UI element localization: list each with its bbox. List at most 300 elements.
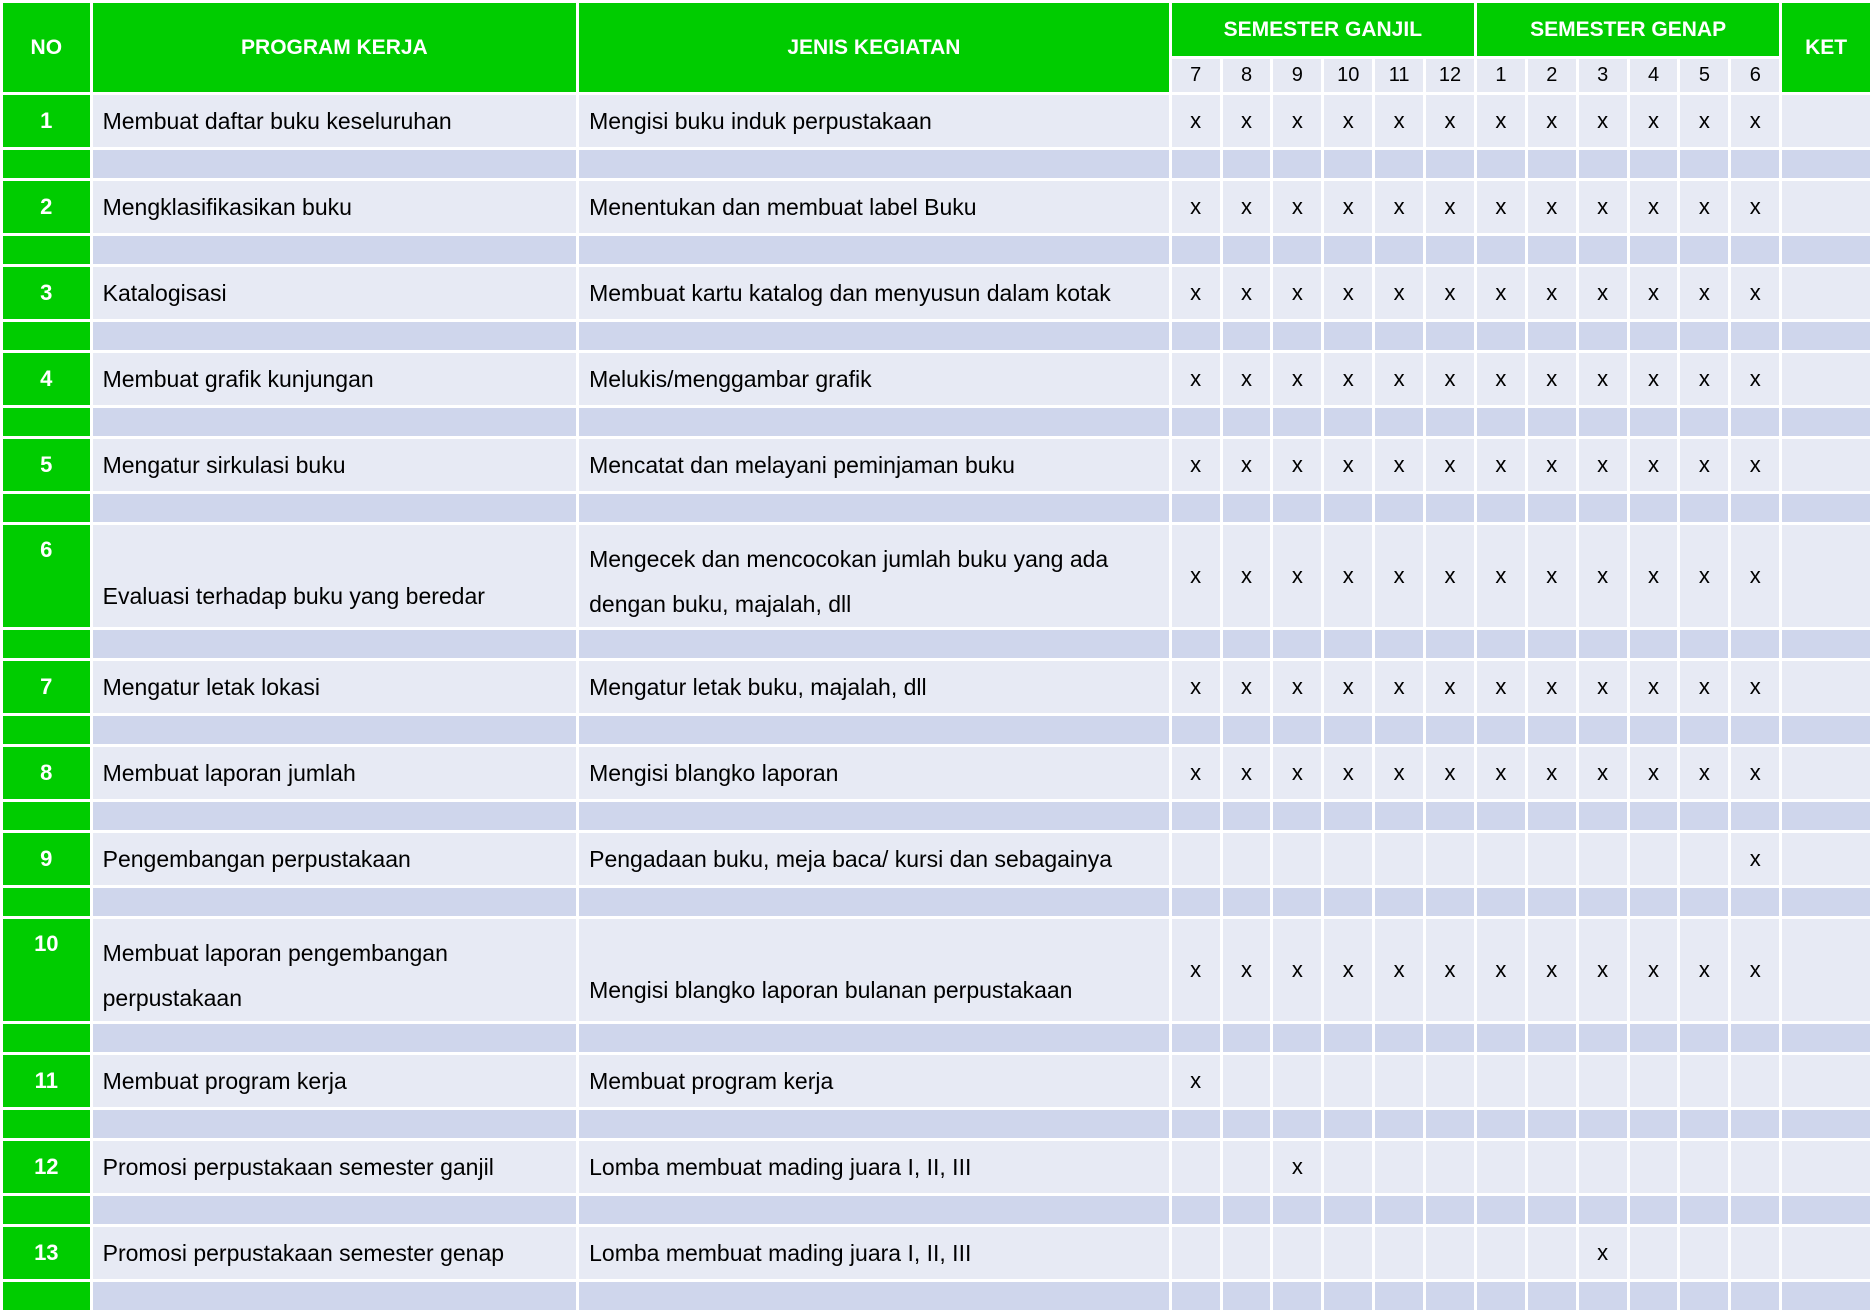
spacer-cell [1577,887,1628,918]
spacer-cell [1679,1195,1730,1226]
schedule-mark: x [1323,660,1374,715]
schedule-mark: x [1170,94,1221,149]
header-program-kerja: PROGRAM KERJA [91,2,578,94]
spacer-cell [578,235,1171,266]
spacer-cell [1679,1109,1730,1140]
jenis-kegiatan-cell [578,94,1171,149]
schedule-mark: x [1628,746,1679,801]
spacer-cell [1526,1195,1577,1226]
spacer-cell [1170,407,1221,438]
spacer-cell [91,493,578,524]
header-month: 10 [1323,58,1374,94]
spacer-cell [1679,493,1730,524]
spacer-cell [1679,321,1730,352]
spacer-cell [1679,887,1730,918]
spacer-cell [1323,1023,1374,1054]
spacer-cell [1374,493,1425,524]
spacer-cell [1323,149,1374,180]
table-row [2,438,1872,493]
schedule-mark: x [1425,180,1476,235]
spacer-cell [1475,1109,1526,1140]
header-month: 6 [1730,58,1781,94]
spacer-cell [1628,407,1679,438]
header-month: 7 [1170,58,1221,94]
schedule-mark: x [1526,918,1577,1023]
schedule-mark: x [1730,918,1781,1023]
schedule-mark: x [1475,918,1526,1023]
jenis-line: Melukis/menggambar grafik [589,365,872,392]
schedule-mark: x [1221,918,1272,1023]
spacer-cell [1730,801,1781,832]
spacer-cell [1679,407,1730,438]
schedule-mark: x [1323,352,1374,407]
spacer-cell [1272,493,1323,524]
schedule-mark: x [1170,438,1221,493]
schedule-mark: x [1475,352,1526,407]
spacer-cell [1425,493,1476,524]
program-kerja-cell [91,180,578,235]
program-kerja-cell [91,352,578,407]
spacer-cell [1475,1195,1526,1226]
spacer-cell [1526,149,1577,180]
schedule-mark [1526,1226,1577,1281]
ket-cell [1781,918,1872,1023]
spacer-cell [1730,321,1781,352]
schedule-mark: x [1272,266,1323,321]
spacer-cell [1374,715,1425,746]
schedule-mark: x [1526,180,1577,235]
schedule-mark [1170,1140,1221,1195]
spacer-cell [1526,801,1577,832]
spacer-cell [1577,1195,1628,1226]
spacer-number-cell [2,629,92,660]
spacer-cell [1170,629,1221,660]
header-semester-genap: SEMESTER GENAP [1475,2,1780,58]
spacer-cell [1577,1109,1628,1140]
schedule-mark: x [1526,352,1577,407]
schedule-mark: x [1475,660,1526,715]
spacer-cell [1425,1281,1476,1312]
program-kerja-cell [91,1140,578,1195]
spacer-cell [1475,149,1526,180]
spacer-cell [1475,1281,1526,1312]
spacer-cell [578,321,1171,352]
ket-cell [1781,438,1872,493]
spacer-cell [578,1023,1171,1054]
jenis-line: Mengisi blangko laporan bulanan perpustakaan [589,977,1073,1003]
spacer-cell [1323,629,1374,660]
spacer-number-cell [2,493,92,524]
schedule-mark: x [1221,180,1272,235]
header-month: 3 [1577,58,1628,94]
spacer-cell [1425,1023,1476,1054]
spacer-cell [1781,1109,1872,1140]
ket-cell [1781,660,1872,715]
spacer-cell [1425,715,1476,746]
table-row [2,1054,1872,1109]
schedule-mark: x [1272,180,1323,235]
spacer-cell [1781,1023,1872,1054]
schedule-mark: x [1272,94,1323,149]
schedule-mark: x [1730,266,1781,321]
schedule-mark: x [1679,180,1730,235]
spacer-cell [1679,149,1730,180]
schedule-mark [1170,1226,1221,1281]
jenis-line: Mengatur letak buku, majalah, dll [589,673,927,700]
program-line: Membuat laporan jumlah [102,759,356,786]
spacer-cell [1272,407,1323,438]
schedule-mark [1425,1140,1476,1195]
schedule-mark: x [1272,918,1323,1023]
jenis-kegiatan-cell [578,438,1171,493]
row-number: 3 [2,266,92,321]
schedule-mark [1628,1140,1679,1195]
schedule-mark: x [1628,352,1679,407]
spacer-cell [1374,629,1425,660]
schedule-mark [1170,832,1221,887]
spacer-cell [1781,1281,1872,1312]
spacer-number-cell [2,887,92,918]
header-ket: KET [1781,2,1872,94]
row-number: 7 [2,660,92,715]
spacer-cell [91,321,578,352]
schedule-mark [1475,1226,1526,1281]
schedule-mark: x [1577,660,1628,715]
schedule-mark: x [1730,438,1781,493]
table-row [2,746,1872,801]
header-month: 12 [1425,58,1476,94]
program-kerja-cell [91,746,578,801]
spacer-cell [1425,321,1476,352]
program-line: Mengatur letak lokasi [102,673,320,700]
schedule-mark: x [1577,266,1628,321]
schedule-mark: x [1577,180,1628,235]
schedule-mark: x [1323,524,1374,629]
schedule-mark: x [1475,438,1526,493]
spacer-cell [1781,149,1872,180]
spacer-cell [1475,321,1526,352]
spacer-cell [1272,321,1323,352]
schedule-mark [1374,1226,1425,1281]
schedule-mark: x [1679,94,1730,149]
table-row [2,832,1872,887]
spacer-cell [1323,887,1374,918]
spacer-cell [1730,149,1781,180]
schedule-mark [1323,1226,1374,1281]
spacer-cell [1526,1281,1577,1312]
jenis-line: Membuat program kerja [589,1067,834,1094]
spacer-cell [1221,715,1272,746]
schedule-mark: x [1425,746,1476,801]
spacer-cell [1628,801,1679,832]
spacer-cell [578,1281,1171,1312]
spacer-cell [1577,149,1628,180]
row-number: 8 [2,746,92,801]
spacer-cell [1221,1195,1272,1226]
spacer-cell [1730,1195,1781,1226]
program-kerja-cell [91,266,578,321]
ket-cell [1781,1140,1872,1195]
spacer-cell [91,235,578,266]
spacer-cell [1221,801,1272,832]
spacer-cell [1374,1195,1425,1226]
spacer-cell [1577,493,1628,524]
spacer-cell [1425,1109,1476,1140]
spacer-cell [1526,407,1577,438]
schedule-mark: x [1272,746,1323,801]
schedule-mark: x [1221,524,1272,629]
schedule-mark: x [1170,180,1221,235]
program-line: Membuat grafik kunjungan [102,365,374,392]
schedule-mark: x [1425,918,1476,1023]
schedule-mark: x [1679,918,1730,1023]
schedule-mark: x [1475,746,1526,801]
schedule-mark [1730,1140,1781,1195]
program-line: Membuat program kerja [102,1067,347,1094]
spacer-cell [1170,887,1221,918]
schedule-mark: x [1730,746,1781,801]
jenis-line: Membuat kartu katalog dan menyusun dalam kotak [589,279,1111,306]
spacer-cell [1730,629,1781,660]
spacer-cell [1628,1023,1679,1054]
spacer-cell [1323,1195,1374,1226]
spacer-cell [1730,715,1781,746]
spacer-cell [1425,801,1476,832]
schedule-mark: x [1628,660,1679,715]
jenis-line: Lomba membuat mading juara I, II, III [589,1239,972,1266]
jenis-kegiatan-cell [578,660,1171,715]
spacer-cell [1323,1281,1374,1312]
spacer-cell [1374,407,1425,438]
spacer-cell [1272,1195,1323,1226]
spacer-cell [1526,235,1577,266]
spacer-number-cell [2,1195,92,1226]
header-month: 11 [1374,58,1425,94]
spacer-cell [1170,1023,1221,1054]
table-row [2,1140,1872,1195]
schedule-mark: x [1526,660,1577,715]
schedule-mark: x [1679,746,1730,801]
spacer-cell [1170,1281,1221,1312]
program-kerja-cell [91,832,578,887]
schedule-mark: x [1374,524,1425,629]
jenis-kegiatan-cell [578,1140,1171,1195]
spacer-cell [1221,407,1272,438]
spacer-cell [1170,321,1221,352]
schedule-mark: x [1425,94,1476,149]
spacer-number-cell [2,407,92,438]
spacer-cell [1628,629,1679,660]
spacer-cell [1221,321,1272,352]
schedule-mark [1679,832,1730,887]
program-line: Mengklasifikasikan buku [102,193,352,220]
spacer-row [2,715,1872,746]
schedule-mark: x [1628,266,1679,321]
schedule-mark [1475,1054,1526,1109]
spacer-cell [1221,887,1272,918]
schedule-mark: x [1374,660,1425,715]
spacer-cell [578,1195,1171,1226]
spacer-cell [1679,1023,1730,1054]
row-number: 6 [2,524,92,629]
table-row [2,94,1872,149]
schedule-mark: x [1577,438,1628,493]
jenis-line: Lomba membuat mading juara I, II, III [589,1153,972,1180]
schedule-mark: x [1170,1054,1221,1109]
spacer-cell [1781,715,1872,746]
jenis-kegiatan-cell [578,1054,1171,1109]
program-line: Membuat laporan pengembangan [102,940,448,966]
spacer-cell [91,801,578,832]
schedule-mark [1425,832,1476,887]
jenis-kegiatan-cell [578,832,1171,887]
spacer-cell [91,715,578,746]
jenis-kegiatan-cell [578,352,1171,407]
spacer-cell [1679,1281,1730,1312]
spacer-cell [1475,407,1526,438]
spacer-cell [1526,887,1577,918]
schedule-mark: x [1577,524,1628,629]
program-kerja-cell [91,1226,578,1281]
spacer-cell [1425,1195,1476,1226]
spacer-cell [91,887,578,918]
schedule-mark [1221,832,1272,887]
spacer-cell [1628,1195,1679,1226]
schedule-mark: x [1577,94,1628,149]
jenis-line: Mencatat dan melayani peminjaman buku [589,451,1015,478]
spacer-cell [1272,629,1323,660]
spacer-cell [1628,321,1679,352]
schedule-mark: x [1170,918,1221,1023]
spacer-number-cell [2,149,92,180]
header-month: 8 [1221,58,1272,94]
spacer-cell [1272,801,1323,832]
program-kerja-cell [91,438,578,493]
spacer-cell [1374,1281,1425,1312]
spacer-number-cell [2,1023,92,1054]
spacer-cell [1577,321,1628,352]
schedule-mark [1577,1140,1628,1195]
spacer-row [2,887,1872,918]
schedule-mark: x [1221,438,1272,493]
header-month: 1 [1475,58,1526,94]
schedule-mark [1425,1054,1476,1109]
jenis-line: dengan buku, majalah, dll [589,591,852,617]
schedule-mark: x [1577,1226,1628,1281]
schedule-mark [1628,832,1679,887]
schedule-mark: x [1425,438,1476,493]
spacer-cell [1781,629,1872,660]
schedule-mark [1272,1226,1323,1281]
spacer-cell [1730,1109,1781,1140]
schedule-mark: x [1526,746,1577,801]
schedule-mark: x [1526,524,1577,629]
header-month: 5 [1679,58,1730,94]
schedule-mark [1730,1054,1781,1109]
spacer-row [2,801,1872,832]
spacer-cell [1628,149,1679,180]
spacer-cell [1577,235,1628,266]
program-line: perpustakaan [102,985,242,1011]
row-number: 12 [2,1140,92,1195]
schedule-mark: x [1374,94,1425,149]
spacer-cell [1526,629,1577,660]
row-number: 2 [2,180,92,235]
spacer-cell [1323,235,1374,266]
row-number: 5 [2,438,92,493]
jenis-kegiatan-cell [578,524,1171,629]
spacer-cell [91,407,578,438]
spacer-cell [1781,407,1872,438]
schedule-mark: x [1221,660,1272,715]
spacer-cell [1221,1023,1272,1054]
schedule-mark: x [1272,352,1323,407]
spacer-cell [1374,887,1425,918]
spacer-number-cell [2,801,92,832]
spacer-cell [1526,493,1577,524]
schedule-mark: x [1730,660,1781,715]
spacer-cell [1679,235,1730,266]
jenis-line: Mengisi blangko laporan [589,759,839,786]
schedule-mark: x [1323,438,1374,493]
ket-cell [1781,94,1872,149]
schedule-mark: x [1374,352,1425,407]
header-month: 2 [1526,58,1577,94]
spacer-cell [1425,149,1476,180]
schedule-mark: x [1170,266,1221,321]
spacer-cell [1374,235,1425,266]
schedule-mark [1425,1226,1476,1281]
schedule-mark: x [1374,918,1425,1023]
schedule-mark: x [1628,524,1679,629]
spacer-cell [91,1195,578,1226]
spacer-cell [1221,1281,1272,1312]
spacer-cell [578,629,1171,660]
spacer-cell [1272,715,1323,746]
spacer-cell [1221,493,1272,524]
schedule-mark: x [1679,524,1730,629]
spacer-cell [1170,801,1221,832]
row-number: 11 [2,1054,92,1109]
spacer-cell [1526,715,1577,746]
spacer-cell [1577,1023,1628,1054]
schedule-mark: x [1577,746,1628,801]
schedule-mark: x [1374,266,1425,321]
schedule-mark: x [1679,438,1730,493]
spacer-cell [1323,493,1374,524]
spacer-number-cell [2,715,92,746]
spacer-cell [1577,629,1628,660]
spacer-cell [1628,1281,1679,1312]
spacer-cell [1374,801,1425,832]
schedule-mark: x [1323,266,1374,321]
schedule-mark [1628,1054,1679,1109]
spacer-cell [1374,1023,1425,1054]
program-line: Pengembangan perpustakaan [102,845,411,872]
spacer-cell [1475,801,1526,832]
schedule-mark: x [1475,94,1526,149]
table-row [2,266,1872,321]
schedule-mark: x [1526,438,1577,493]
jenis-kegiatan-cell [578,1226,1171,1281]
schedule-mark: x [1272,524,1323,629]
spacer-cell [1425,235,1476,266]
schedule-mark: x [1272,438,1323,493]
spacer-cell [1475,887,1526,918]
schedule-mark: x [1323,94,1374,149]
schedule-mark: x [1221,266,1272,321]
program-line: Membuat daftar buku keseluruhan [102,107,452,134]
